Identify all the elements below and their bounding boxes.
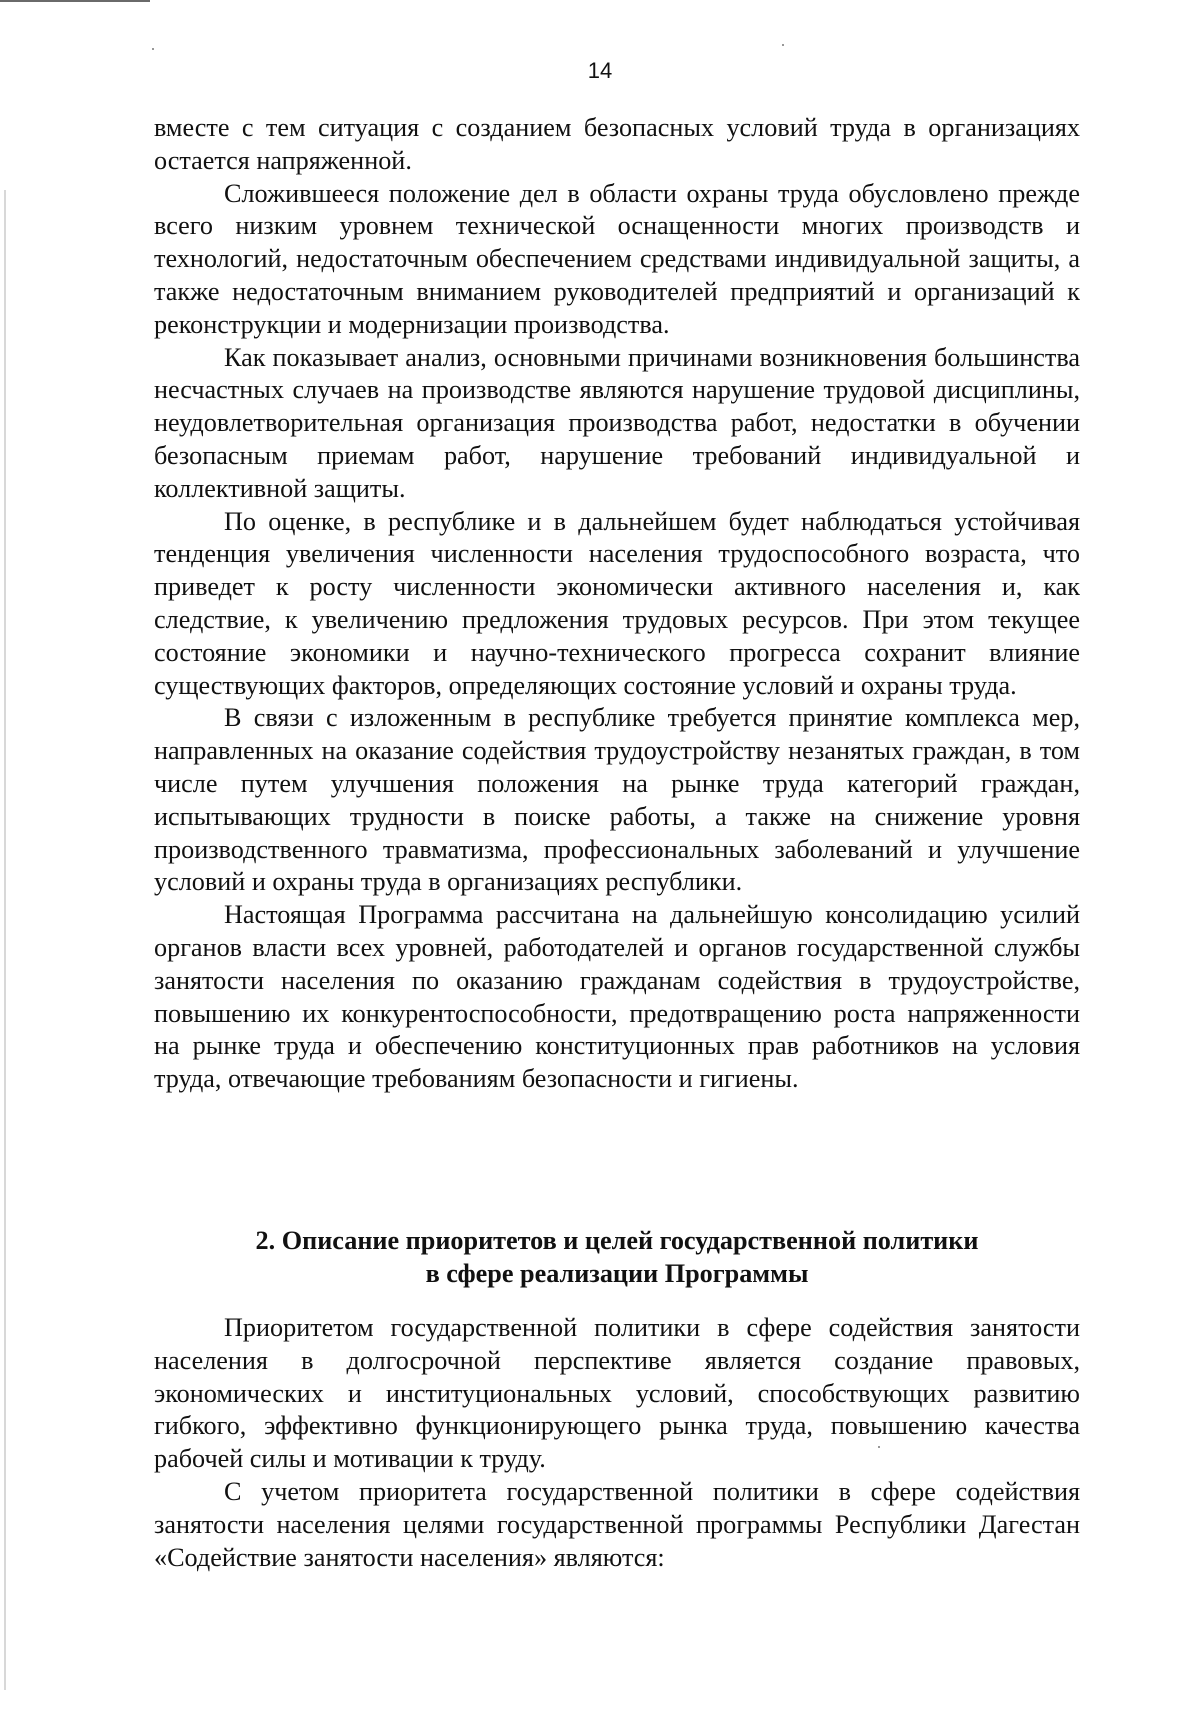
paragraph: вместе с тем ситуация с созданием безопасных условий труда в организациях остается напряженной. bbox=[154, 113, 1080, 175]
section-heading-line-1: 2. Описание приоритетов и целей государственной политики bbox=[255, 1226, 979, 1255]
scan-margin-shadow bbox=[4, 190, 6, 1690]
paragraph: Настоящая Программа рассчитана на дальнейшую консолидацию усилий органов власти всех уровней, работодателей и органов государственной службы занятости населения по оказанию гражданам содействия в трудоустройстве, повышению их конкурентоспособности, предотвращению роста напряженности на рынке труда и обеспечению конституционных прав работников на условия труда, отвечающие требованиям безопасности и гигиены. bbox=[154, 900, 1080, 1094]
scan-speck bbox=[152, 48, 154, 50]
body-text-top bbox=[154, 112, 1080, 1096]
paragraph: По оценке, в республике и в дальнейшем будет наблюдаться устойчивая тенденция увеличения численности населения трудоспособного возраста, что приведет к росту численности экономически активного населения и, как следствие, к увеличению предложения трудовых ресурсов. При этом текущее состояние экономики и научно-технического прогресса сохранит влияние существующих факторов, определяющих состояние условий и охраны труда. bbox=[154, 506, 1080, 700]
section-heading bbox=[154, 1224, 1080, 1290]
scan-speck bbox=[782, 44, 784, 46]
paragraph: В связи с изложенным в республике требуется принятие комплекса мер, направленных на оказание содействия трудоустройству незанятых граждан, в том числе путем улучшения положения на рынке труда категорий граждан, испытывающих трудности в поиске работы, а также на снижение уровня производственного травматизма, профессиональных заболеваний и улучшение условий и охраны труда в организациях республики. bbox=[154, 703, 1080, 897]
paragraph: Приоритетом государственной политики в сфере содействия занятости населения в долгосрочной перспективе является создание правовых, экономических и институциональных условий, способствующих развитию гибкого, эффективно функционирующего рынка труда, повышению качества рабочей силы и мотивации к труду. bbox=[154, 1313, 1080, 1474]
paragraph: Сложившееся положение дел в области охраны труда обусловлено прежде всего низким уровнем технической оснащенности многих производств и технологий, недостаточным обеспечением средствами индивидуальной защиты, а также недостаточным вниманием руководителей предприятий и организаций к реконструкции и модернизации производства. bbox=[154, 178, 1080, 339]
paragraph: С учетом приоритета государственной политики в сфере содействия занятости населения целями государственной программы Республики Дагестан «Содействие занятости населения» являются: bbox=[154, 1476, 1080, 1572]
body-text-bottom bbox=[154, 1312, 1080, 1574]
section-heading-line-2: в сфере реализации Программы bbox=[425, 1259, 809, 1288]
paragraph: Как показывает анализ, основными причинами возникновения большинства несчастных случаев на производстве являются нарушение трудовой дисциплины, неудовлетворительная организация производства работ, недостатки в обучении безопасным приемам работ, нарушение требований индивидуальной и коллективной защиты. bbox=[154, 342, 1080, 503]
scan-edge-line bbox=[0, 0, 150, 2]
page-number: 14 bbox=[587, 58, 613, 83]
